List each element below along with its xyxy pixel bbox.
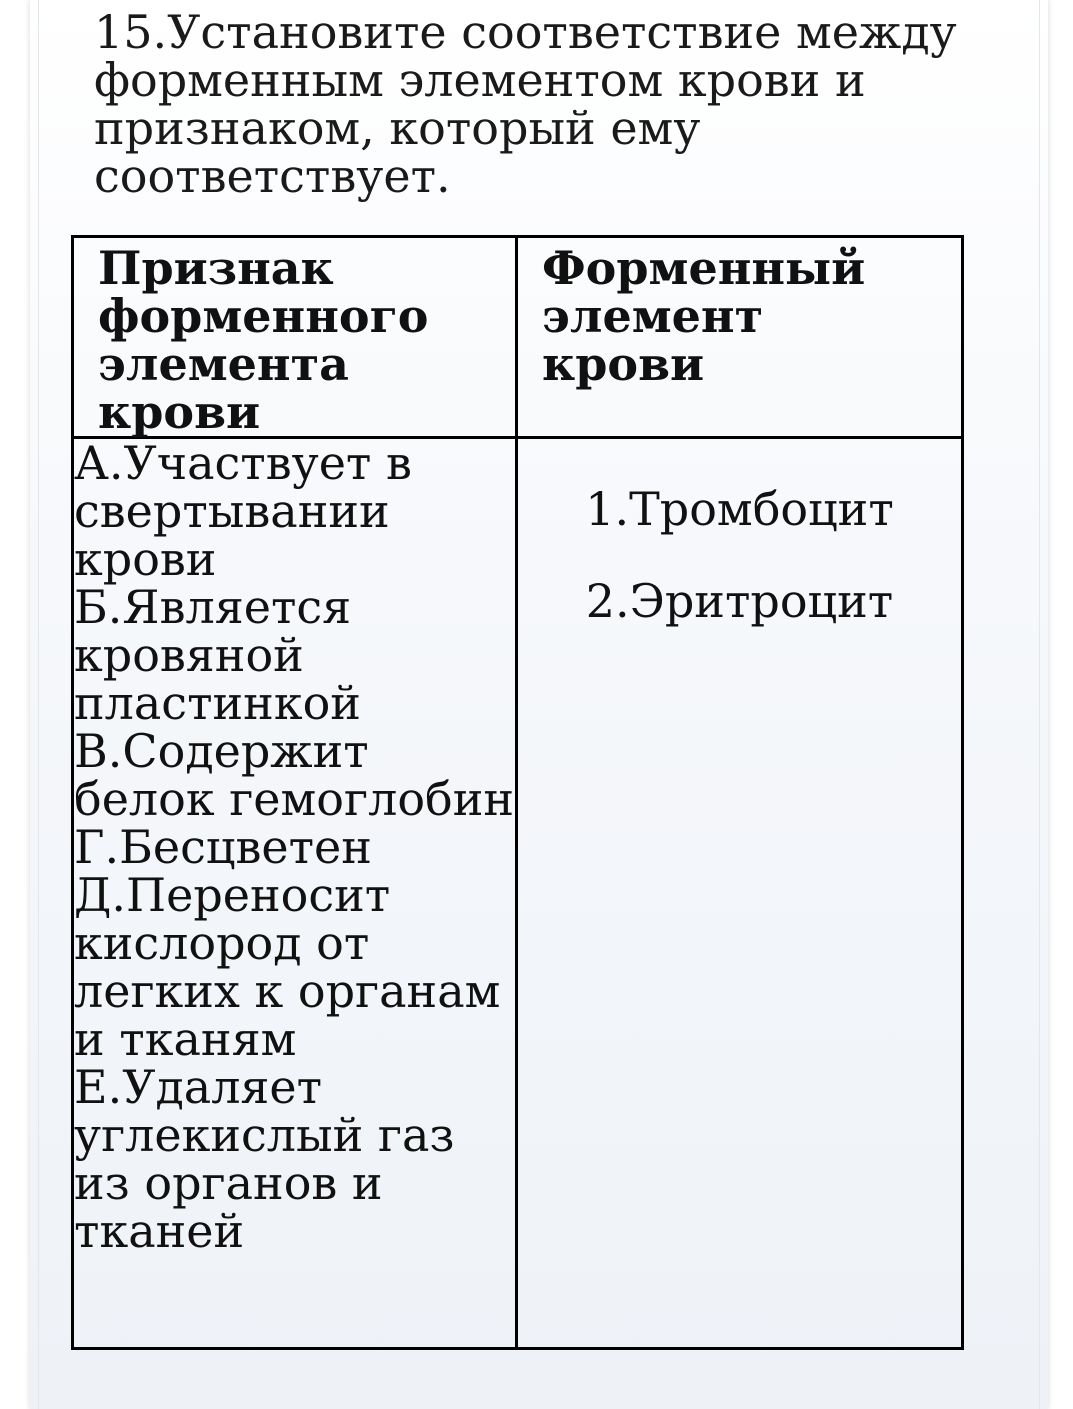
- document-page: [30, 0, 1048, 1409]
- trait-b: Б.Является кровяной пластинкой: [74, 580, 361, 730]
- table-header-row: [73, 237, 963, 438]
- trait-g: Г.Бесцветен: [74, 820, 372, 874]
- trait-v: В.Содержит белок гемоглобин: [74, 724, 515, 826]
- table-body-row: [73, 438, 963, 1349]
- trait-e: Е.Удаляет углекислый газ из органов и тканей: [74, 1060, 455, 1258]
- traits-cell: [73, 438, 517, 1349]
- question-text: 15.Установите соответствие между форменным элементом крови и признаком, который ему соответствует.: [94, 5, 957, 203]
- trait-d: Д.Переносит кислород от легких к органам и тканям: [74, 868, 501, 1066]
- trait-a: А.Участвует в свертывании крови: [74, 436, 412, 586]
- header-element: Форменный элемент крови: [517, 237, 963, 438]
- elements-cell: [517, 438, 963, 1349]
- element-thrombocyte: 1.Тромбоцит: [585, 482, 894, 536]
- header-trait: Признак форменного элемента крови: [73, 237, 517, 438]
- element-erythrocyte: 2.Эритроцит: [585, 574, 894, 628]
- matching-table: [71, 235, 964, 1350]
